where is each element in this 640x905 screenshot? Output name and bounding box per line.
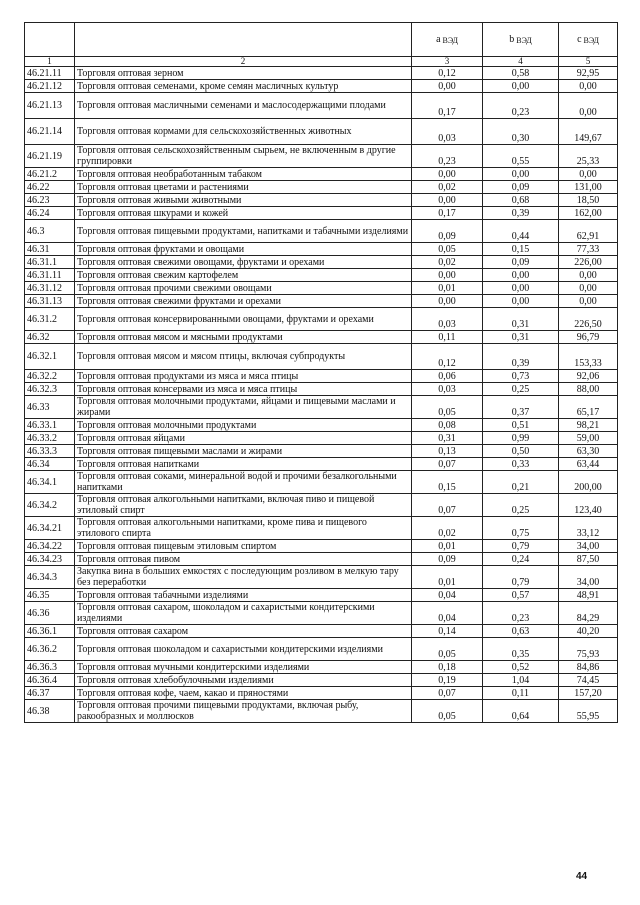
row-code: 46.32.1 bbox=[25, 344, 75, 370]
table-row bbox=[25, 295, 618, 308]
row-value-b: 0,79 bbox=[483, 566, 559, 589]
row-value-b: 0,75 bbox=[483, 517, 559, 540]
row-code: 46.3 bbox=[25, 220, 75, 243]
row-value-b: 0,50 bbox=[483, 445, 559, 458]
row-code: 46.31.12 bbox=[25, 282, 75, 295]
column-number-row bbox=[25, 57, 618, 67]
table-row bbox=[25, 207, 618, 220]
row-value-a: 0,11 bbox=[412, 331, 483, 344]
row-value-b: 0,00 bbox=[483, 80, 559, 93]
row-name: Торговля оптовая кормами для сельскохозяйственных животных bbox=[75, 119, 412, 145]
header-name bbox=[75, 23, 412, 57]
table-row bbox=[25, 589, 618, 602]
row-name: Торговля оптовая молочными продуктами bbox=[75, 419, 412, 432]
row-value-b: 0,58 bbox=[483, 67, 559, 80]
row-name: Торговля оптовая табачными изделиями bbox=[75, 589, 412, 602]
row-value-a: 0,00 bbox=[412, 168, 483, 181]
row-value-c: 25,33 bbox=[559, 145, 618, 168]
row-value-c: 123,40 bbox=[559, 494, 618, 517]
table-row bbox=[25, 638, 618, 661]
row-value-a: 0,00 bbox=[412, 194, 483, 207]
table-row bbox=[25, 80, 618, 93]
row-value-b: 0,31 bbox=[483, 331, 559, 344]
row-value-c: 55,95 bbox=[559, 700, 618, 723]
table-row bbox=[25, 308, 618, 331]
column-number: 3 bbox=[412, 57, 483, 67]
row-name: Торговля оптовая свежими овощами, фруктами и орехами bbox=[75, 256, 412, 269]
row-value-b: 0,51 bbox=[483, 419, 559, 432]
row-code: 46.34.22 bbox=[25, 540, 75, 553]
row-value-a: 0,15 bbox=[412, 471, 483, 494]
row-value-c: 153,33 bbox=[559, 344, 618, 370]
row-value-c: 63,44 bbox=[559, 458, 618, 471]
row-name: Закупка вина в больших емкостях с последующим розливом в мелкую тару без переработки bbox=[75, 566, 412, 589]
row-value-b: 1,04 bbox=[483, 674, 559, 687]
row-name: Торговля оптовая молочными продуктами, яйцами и пищевыми маслами и жирами bbox=[75, 396, 412, 419]
header-b bbox=[483, 23, 559, 57]
row-name: Торговля оптовая прочими свежими овощами bbox=[75, 282, 412, 295]
row-value-a: 0,09 bbox=[412, 220, 483, 243]
row-value-b: 0,57 bbox=[483, 589, 559, 602]
row-code: 46.32.2 bbox=[25, 370, 75, 383]
table-row bbox=[25, 517, 618, 540]
row-value-b: 0,99 bbox=[483, 432, 559, 445]
row-value-a: 0,14 bbox=[412, 625, 483, 638]
row-value-a: 0,03 bbox=[412, 308, 483, 331]
row-value-b: 0,11 bbox=[483, 687, 559, 700]
row-value-c: 149,67 bbox=[559, 119, 618, 145]
row-name: Торговля оптовая кофе, чаем, какао и пряностями bbox=[75, 687, 412, 700]
row-value-b: 0,00 bbox=[483, 282, 559, 295]
row-name: Торговля оптовая мясом и мясом птицы, включая субпродукты bbox=[75, 344, 412, 370]
table-row bbox=[25, 700, 618, 723]
table-row bbox=[25, 370, 618, 383]
row-value-b: 0,39 bbox=[483, 344, 559, 370]
row-name: Торговля оптовая алкогольными напитками, кроме пива и пищевого этилового спирта bbox=[75, 517, 412, 540]
row-value-a: 0,02 bbox=[412, 181, 483, 194]
row-value-a: 0,09 bbox=[412, 553, 483, 566]
row-code: 46.38 bbox=[25, 700, 75, 723]
row-value-a: 0,07 bbox=[412, 458, 483, 471]
row-value-a: 0,06 bbox=[412, 370, 483, 383]
row-value-a: 0,05 bbox=[412, 638, 483, 661]
row-code: 46.31.11 bbox=[25, 269, 75, 282]
row-name: Торговля оптовая шкурами и кожей bbox=[75, 207, 412, 220]
row-name: Торговля оптовая консервированными овощами, фруктами и орехами bbox=[75, 308, 412, 331]
header-b-sub: ВЭД bbox=[516, 36, 532, 45]
row-value-c: 59,00 bbox=[559, 432, 618, 445]
header-a bbox=[412, 23, 483, 57]
row-name: Торговля оптовая пищевыми маслами и жирами bbox=[75, 445, 412, 458]
row-code: 46.24 bbox=[25, 207, 75, 220]
table-row bbox=[25, 625, 618, 638]
table-row bbox=[25, 602, 618, 625]
table-row bbox=[25, 383, 618, 396]
row-value-c: 226,00 bbox=[559, 256, 618, 269]
row-value-c: 92,06 bbox=[559, 370, 618, 383]
row-value-a: 0,07 bbox=[412, 494, 483, 517]
header-b-letter: b bbox=[509, 34, 515, 45]
row-code: 46.21.13 bbox=[25, 93, 75, 119]
row-value-b: 0,35 bbox=[483, 638, 559, 661]
table-row bbox=[25, 269, 618, 282]
row-value-c: 0,00 bbox=[559, 93, 618, 119]
table-row bbox=[25, 282, 618, 295]
table-row bbox=[25, 458, 618, 471]
row-name: Торговля оптовая живыми животными bbox=[75, 194, 412, 207]
row-value-c: 226,50 bbox=[559, 308, 618, 331]
header-code bbox=[25, 23, 75, 57]
row-value-c: 162,00 bbox=[559, 207, 618, 220]
row-value-c: 62,91 bbox=[559, 220, 618, 243]
row-value-b: 0,09 bbox=[483, 181, 559, 194]
row-value-c: 84,29 bbox=[559, 602, 618, 625]
row-code: 46.32 bbox=[25, 331, 75, 344]
row-value-b: 0,37 bbox=[483, 396, 559, 419]
header-c-letter: c bbox=[577, 34, 582, 45]
page-number: 44 bbox=[576, 871, 588, 882]
row-name: Торговля оптовая зерном bbox=[75, 67, 412, 80]
row-name: Торговля оптовая мучными кондитерскими изделиями bbox=[75, 661, 412, 674]
row-name: Торговля оптовая алкогольными напитками, включая пиво и пищевой этиловый спирт bbox=[75, 494, 412, 517]
row-value-c: 48,91 bbox=[559, 589, 618, 602]
header-a-sub: ВЭД bbox=[442, 36, 458, 45]
table-row bbox=[25, 168, 618, 181]
row-code: 46.34.1 bbox=[25, 471, 75, 494]
table-row bbox=[25, 119, 618, 145]
row-value-a: 0,01 bbox=[412, 566, 483, 589]
table-row bbox=[25, 674, 618, 687]
row-value-b: 0,64 bbox=[483, 700, 559, 723]
row-name: Торговля оптовая цветами и растениями bbox=[75, 181, 412, 194]
row-value-a: 0,19 bbox=[412, 674, 483, 687]
row-value-a: 0,23 bbox=[412, 145, 483, 168]
row-value-b: 0,31 bbox=[483, 308, 559, 331]
row-name: Торговля оптовая сельскохозяйственным сырьем, не включенным в другие группировки bbox=[75, 145, 412, 168]
table-row bbox=[25, 687, 618, 700]
table-row bbox=[25, 243, 618, 256]
row-value-a: 0,08 bbox=[412, 419, 483, 432]
row-code: 46.21.12 bbox=[25, 80, 75, 93]
table-row bbox=[25, 432, 618, 445]
row-value-c: 92,95 bbox=[559, 67, 618, 80]
coefficients-table bbox=[24, 22, 618, 723]
row-value-a: 0,00 bbox=[412, 269, 483, 282]
row-name: Торговля оптовая свежими фруктами и орехами bbox=[75, 295, 412, 308]
row-value-b: 0,30 bbox=[483, 119, 559, 145]
row-name: Торговля оптовая соками, минеральной водой и прочими безалкогольными напитками bbox=[75, 471, 412, 494]
row-code: 46.34 bbox=[25, 458, 75, 471]
row-value-a: 0,01 bbox=[412, 282, 483, 295]
row-value-c: 98,21 bbox=[559, 419, 618, 432]
row-name: Торговля оптовая напитками bbox=[75, 458, 412, 471]
row-name: Торговля оптовая консервами из мяса и мяса птицы bbox=[75, 383, 412, 396]
table-row bbox=[25, 445, 618, 458]
row-value-b: 0,44 bbox=[483, 220, 559, 243]
row-name: Торговля оптовая яйцами bbox=[75, 432, 412, 445]
table-row bbox=[25, 419, 618, 432]
table-row bbox=[25, 553, 618, 566]
row-value-a: 0,12 bbox=[412, 344, 483, 370]
row-code: 46.32.3 bbox=[25, 383, 75, 396]
table-row bbox=[25, 331, 618, 344]
row-value-b: 0,23 bbox=[483, 93, 559, 119]
row-value-a: 0,05 bbox=[412, 243, 483, 256]
row-code: 46.33 bbox=[25, 396, 75, 419]
row-code: 46.34.2 bbox=[25, 494, 75, 517]
column-number: 1 bbox=[25, 57, 75, 67]
header-c-sub: ВЭД bbox=[583, 36, 599, 45]
row-name: Торговля оптовая пищевыми продуктами, напитками и табачными изделиями bbox=[75, 220, 412, 243]
table-row bbox=[25, 93, 618, 119]
row-code: 46.31.13 bbox=[25, 295, 75, 308]
row-value-c: 18,50 bbox=[559, 194, 618, 207]
row-code: 46.31 bbox=[25, 243, 75, 256]
row-value-b: 0,39 bbox=[483, 207, 559, 220]
row-value-b: 0,09 bbox=[483, 256, 559, 269]
table-row bbox=[25, 194, 618, 207]
row-value-b: 0,68 bbox=[483, 194, 559, 207]
row-value-c: 0,00 bbox=[559, 269, 618, 282]
table-row bbox=[25, 566, 618, 589]
row-value-c: 0,00 bbox=[559, 168, 618, 181]
row-value-a: 0,03 bbox=[412, 383, 483, 396]
row-value-c: 65,17 bbox=[559, 396, 618, 419]
row-value-c: 34,00 bbox=[559, 566, 618, 589]
table-row bbox=[25, 181, 618, 194]
row-name: Торговля оптовая хлебобулочными изделиями bbox=[75, 674, 412, 687]
row-code: 46.33.1 bbox=[25, 419, 75, 432]
row-name: Торговля оптовая прочими пищевыми продуктами, включая рыбу, ракообразных и моллюсков bbox=[75, 700, 412, 723]
row-code: 46.33.2 bbox=[25, 432, 75, 445]
row-value-a: 0,01 bbox=[412, 540, 483, 553]
row-code: 46.36.3 bbox=[25, 661, 75, 674]
row-value-c: 87,50 bbox=[559, 553, 618, 566]
row-value-b: 0,15 bbox=[483, 243, 559, 256]
row-code: 46.31.1 bbox=[25, 256, 75, 269]
row-value-b: 0,73 bbox=[483, 370, 559, 383]
row-value-b: 0,25 bbox=[483, 383, 559, 396]
row-value-c: 77,33 bbox=[559, 243, 618, 256]
row-code: 46.34.3 bbox=[25, 566, 75, 589]
row-value-a: 0,17 bbox=[412, 207, 483, 220]
row-code: 46.36.2 bbox=[25, 638, 75, 661]
row-value-b: 0,52 bbox=[483, 661, 559, 674]
row-code: 46.34.21 bbox=[25, 517, 75, 540]
row-name: Торговля оптовая шоколадом и сахаристыми кондитерскими изделиями bbox=[75, 638, 412, 661]
row-name: Торговля оптовая сахаром, шоколадом и сахаристыми кондитерскими изделиями bbox=[75, 602, 412, 625]
table-row bbox=[25, 471, 618, 494]
table-row bbox=[25, 661, 618, 674]
row-value-c: 200,00 bbox=[559, 471, 618, 494]
row-value-a: 0,03 bbox=[412, 119, 483, 145]
row-code: 46.23 bbox=[25, 194, 75, 207]
row-value-a: 0,12 bbox=[412, 67, 483, 80]
row-value-a: 0,05 bbox=[412, 700, 483, 723]
row-value-a: 0,00 bbox=[412, 295, 483, 308]
column-number: 5 bbox=[559, 57, 618, 67]
table-row bbox=[25, 256, 618, 269]
row-value-b: 0,33 bbox=[483, 458, 559, 471]
row-value-b: 0,00 bbox=[483, 168, 559, 181]
row-value-c: 34,00 bbox=[559, 540, 618, 553]
row-code: 46.36 bbox=[25, 602, 75, 625]
table-row bbox=[25, 494, 618, 517]
row-name: Торговля оптовая продуктами из мяса и мяса птицы bbox=[75, 370, 412, 383]
row-value-b: 0,79 bbox=[483, 540, 559, 553]
row-value-b: 0,25 bbox=[483, 494, 559, 517]
row-value-b: 0,23 bbox=[483, 602, 559, 625]
table-row bbox=[25, 344, 618, 370]
row-name: Торговля оптовая семенами, кроме семян масличных культур bbox=[75, 80, 412, 93]
row-name: Торговля оптовая мясом и мясными продуктами bbox=[75, 331, 412, 344]
row-value-b: 0,24 bbox=[483, 553, 559, 566]
row-code: 46.35 bbox=[25, 589, 75, 602]
row-value-c: 96,79 bbox=[559, 331, 618, 344]
row-value-a: 0,17 bbox=[412, 93, 483, 119]
row-name: Торговля оптовая масличными семенами и маслосодержащими плодами bbox=[75, 93, 412, 119]
row-value-c: 131,00 bbox=[559, 181, 618, 194]
row-code: 46.33.3 bbox=[25, 445, 75, 458]
row-value-c: 84,86 bbox=[559, 661, 618, 674]
header-a-letter: a bbox=[436, 34, 441, 45]
column-number: 2 bbox=[75, 57, 412, 67]
row-value-c: 63,30 bbox=[559, 445, 618, 458]
header-row bbox=[25, 23, 618, 57]
row-name: Торговля оптовая сахаром bbox=[75, 625, 412, 638]
row-value-b: 0,63 bbox=[483, 625, 559, 638]
row-value-c: 88,00 bbox=[559, 383, 618, 396]
row-code: 46.34.23 bbox=[25, 553, 75, 566]
table-row bbox=[25, 220, 618, 243]
row-code: 46.21.19 bbox=[25, 145, 75, 168]
row-value-a: 0,18 bbox=[412, 661, 483, 674]
row-value-c: 0,00 bbox=[559, 80, 618, 93]
row-code: 46.31.2 bbox=[25, 308, 75, 331]
row-value-a: 0,31 bbox=[412, 432, 483, 445]
row-code: 46.22 bbox=[25, 181, 75, 194]
row-value-b: 0,00 bbox=[483, 269, 559, 282]
row-code: 46.36.1 bbox=[25, 625, 75, 638]
column-number: 4 bbox=[483, 57, 559, 67]
row-code: 46.21.11 bbox=[25, 67, 75, 80]
row-value-a: 0,04 bbox=[412, 589, 483, 602]
row-value-c: 0,00 bbox=[559, 295, 618, 308]
row-code: 46.21.2 bbox=[25, 168, 75, 181]
table-row bbox=[25, 396, 618, 419]
row-value-a: 0,07 bbox=[412, 687, 483, 700]
row-value-a: 0,02 bbox=[412, 256, 483, 269]
row-name: Торговля оптовая пивом bbox=[75, 553, 412, 566]
row-name: Торговля оптовая фруктами и овощами bbox=[75, 243, 412, 256]
row-value-c: 75,93 bbox=[559, 638, 618, 661]
row-code: 46.21.14 bbox=[25, 119, 75, 145]
row-code: 46.36.4 bbox=[25, 674, 75, 687]
row-value-a: 0,13 bbox=[412, 445, 483, 458]
row-value-c: 33,12 bbox=[559, 517, 618, 540]
header-c bbox=[559, 23, 618, 57]
table-body bbox=[25, 23, 618, 723]
row-value-c: 40,20 bbox=[559, 625, 618, 638]
row-value-a: 0,02 bbox=[412, 517, 483, 540]
row-value-a: 0,05 bbox=[412, 396, 483, 419]
row-value-b: 0,21 bbox=[483, 471, 559, 494]
table-row bbox=[25, 540, 618, 553]
row-value-a: 0,00 bbox=[412, 80, 483, 93]
table-row bbox=[25, 145, 618, 168]
row-name: Торговля оптовая свежим картофелем bbox=[75, 269, 412, 282]
row-code: 46.37 bbox=[25, 687, 75, 700]
row-value-c: 74,45 bbox=[559, 674, 618, 687]
row-name: Торговля оптовая пищевым этиловым спиртом bbox=[75, 540, 412, 553]
row-value-a: 0,04 bbox=[412, 602, 483, 625]
row-name: Торговля оптовая необработанным табаком bbox=[75, 168, 412, 181]
row-value-c: 0,00 bbox=[559, 282, 618, 295]
row-value-b: 0,55 bbox=[483, 145, 559, 168]
row-value-b: 0,00 bbox=[483, 295, 559, 308]
table-row bbox=[25, 67, 618, 80]
row-value-c: 157,20 bbox=[559, 687, 618, 700]
